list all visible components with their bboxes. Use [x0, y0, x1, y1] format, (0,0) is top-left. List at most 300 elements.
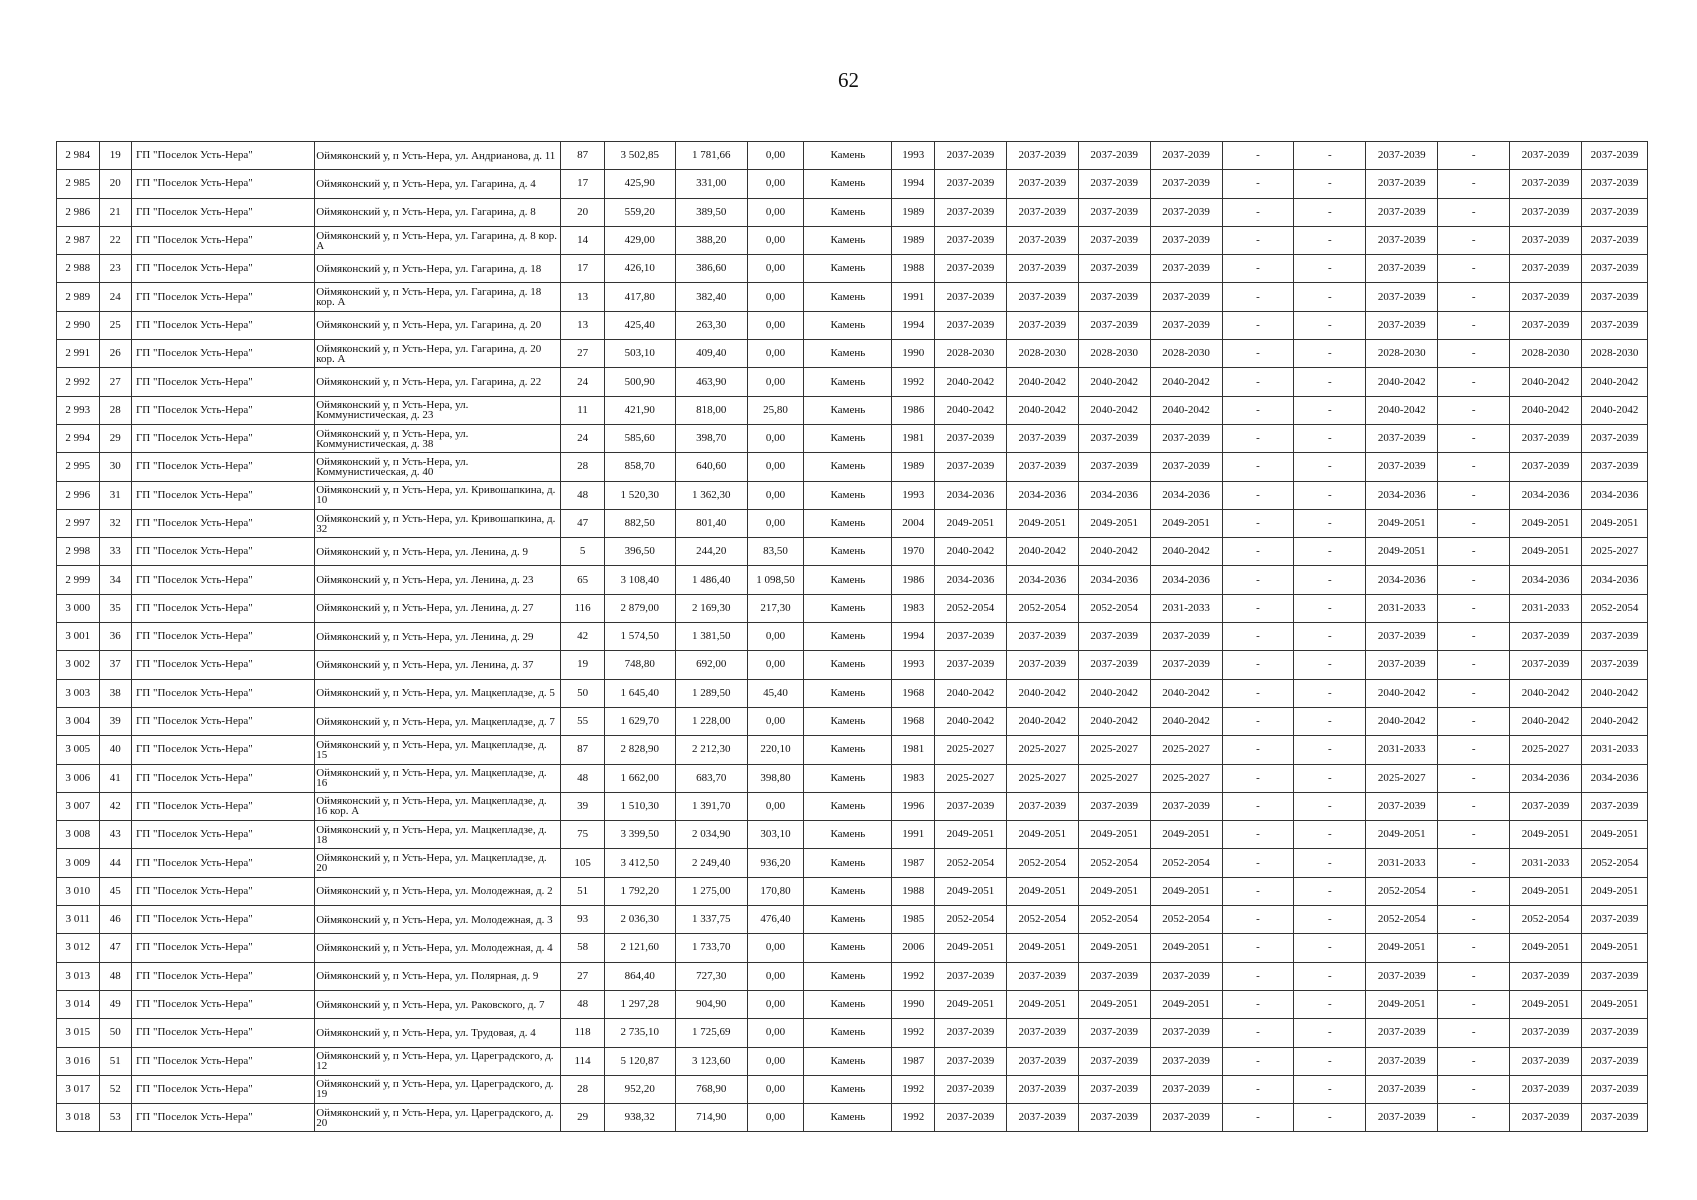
- cell-repair-period: 2037-2039: [1078, 424, 1150, 452]
- cell-municipality: ГП "Поселок Усть-Нера": [131, 849, 314, 877]
- cell-repair-period: -: [1294, 396, 1366, 424]
- cell-repair-period: 2052-2054: [934, 849, 1006, 877]
- cell-repair-period: 2037-2039: [1510, 198, 1582, 226]
- cell-nonresidential-area: 0,00: [747, 962, 804, 990]
- cell-total-area: 3 412,50: [604, 849, 675, 877]
- cell-repair-period: 2037-2039: [1366, 1047, 1438, 1075]
- cell-repair-period: -: [1222, 792, 1294, 820]
- cell-residents: 50: [561, 679, 605, 707]
- cell-year-built: 1989: [892, 198, 935, 226]
- cell-living-area: 904,90: [675, 990, 747, 1018]
- cell-year-built: 1981: [892, 424, 935, 452]
- cell-repair-period: 2040-2042: [1150, 679, 1222, 707]
- cell-municipality: ГП "Поселок Усть-Нера": [131, 764, 314, 792]
- cell-repair-period: -: [1222, 283, 1294, 311]
- cell-repair-period: 2034-2036: [1150, 481, 1222, 509]
- cell-repair-period: 2037-2039: [1078, 255, 1150, 283]
- cell-record-number: 2 996: [57, 481, 100, 509]
- cell-repair-period: 2049-2051: [1581, 509, 1647, 537]
- table-row: [57, 481, 1648, 509]
- cell-repair-period: -: [1438, 396, 1510, 424]
- cell-repair-period: -: [1222, 934, 1294, 962]
- cell-address: Оймяконский у, п Усть-Нера, ул. Мацкепладзе, д. 16: [315, 764, 561, 792]
- cell-residents: 13: [561, 311, 605, 339]
- cell-total-area: 426,10: [604, 255, 675, 283]
- cell-residents: 87: [561, 142, 605, 170]
- cell-repair-period: 2037-2039: [934, 170, 1006, 198]
- cell-year-built: 1970: [892, 538, 935, 566]
- cell-repair-period: -: [1294, 255, 1366, 283]
- cell-residents: 87: [561, 736, 605, 764]
- cell-repair-period: 2037-2039: [1150, 792, 1222, 820]
- cell-repair-period: 2037-2039: [1510, 424, 1582, 452]
- cell-repair-period: 2025-2027: [1078, 764, 1150, 792]
- cell-repair-period: 2040-2042: [1510, 396, 1582, 424]
- cell-nonresidential-area: 0,00: [747, 170, 804, 198]
- cell-repair-period: 2037-2039: [934, 142, 1006, 170]
- table-row: [57, 594, 1648, 622]
- cell-address: Оймяконский у, п Усть-Нера, ул. Цареградского, д. 19: [315, 1075, 561, 1103]
- cell-wall-material: Камень: [804, 849, 892, 877]
- cell-address: Оймяконский у, п Усть-Нера, ул. Коммунистическая, д. 23: [315, 396, 561, 424]
- cell-repair-period: -: [1438, 1047, 1510, 1075]
- cell-nonresidential-area: 0,00: [747, 1047, 804, 1075]
- cell-total-area: 952,20: [604, 1075, 675, 1103]
- cell-repair-period: -: [1438, 368, 1510, 396]
- cell-row-number: 47: [99, 934, 131, 962]
- cell-municipality: ГП "Поселок Усть-Нера": [131, 566, 314, 594]
- cell-row-number: 46: [99, 906, 131, 934]
- cell-nonresidential-area: 303,10: [747, 821, 804, 849]
- cell-wall-material: Камень: [804, 679, 892, 707]
- cell-living-area: 1 733,70: [675, 934, 747, 962]
- cell-repair-period: 2028-2030: [1150, 340, 1222, 368]
- cell-row-number: 26: [99, 340, 131, 368]
- cell-repair-period: 2040-2042: [1510, 679, 1582, 707]
- cell-repair-period: 2025-2027: [1581, 538, 1647, 566]
- cell-repair-period: -: [1294, 340, 1366, 368]
- table-row: [57, 623, 1648, 651]
- cell-nonresidential-area: 0,00: [747, 255, 804, 283]
- cell-repair-period: -: [1294, 877, 1366, 905]
- cell-repair-period: -: [1294, 821, 1366, 849]
- cell-repair-period: 2037-2039: [1510, 283, 1582, 311]
- cell-living-area: 244,20: [675, 538, 747, 566]
- cell-nonresidential-area: 0,00: [747, 651, 804, 679]
- cell-repair-period: 2040-2042: [1006, 707, 1078, 735]
- cell-record-number: 3 008: [57, 821, 100, 849]
- cell-nonresidential-area: 0,00: [747, 424, 804, 452]
- cell-living-area: 389,50: [675, 198, 747, 226]
- cell-repair-period: 2037-2039: [1150, 1047, 1222, 1075]
- cell-row-number: 33: [99, 538, 131, 566]
- cell-address: Оймяконский у, п Усть-Нера, ул. Трудовая, д. 4: [315, 1019, 561, 1047]
- cell-repair-period: -: [1294, 764, 1366, 792]
- cell-repair-period: 2040-2042: [1581, 396, 1647, 424]
- cell-living-area: 692,00: [675, 651, 747, 679]
- cell-repair-period: 2037-2039: [1006, 142, 1078, 170]
- cell-repair-period: 2049-2051: [1510, 877, 1582, 905]
- cell-repair-period: -: [1222, 340, 1294, 368]
- cell-wall-material: Камень: [804, 226, 892, 254]
- cell-repair-period: 2037-2039: [934, 623, 1006, 651]
- cell-repair-period: 2037-2039: [1006, 424, 1078, 452]
- cell-repair-period: 2025-2027: [1510, 736, 1582, 764]
- table-row: [57, 651, 1648, 679]
- cell-repair-period: 2037-2039: [1581, 170, 1647, 198]
- cell-repair-period: 2037-2039: [1510, 311, 1582, 339]
- cell-row-number: 40: [99, 736, 131, 764]
- cell-residents: 58: [561, 934, 605, 962]
- cell-repair-period: 2037-2039: [1510, 453, 1582, 481]
- cell-municipality: ГП "Поселок Усть-Нера": [131, 424, 314, 452]
- cell-record-number: 3 010: [57, 877, 100, 905]
- cell-repair-period: 2037-2039: [1006, 1075, 1078, 1103]
- cell-repair-period: 2049-2051: [934, 821, 1006, 849]
- cell-total-area: 429,00: [604, 226, 675, 254]
- cell-living-area: 1 381,50: [675, 623, 747, 651]
- cell-total-area: 2 121,60: [604, 934, 675, 962]
- cell-address: Оймяконский у, п Усть-Нера, ул. Молодежная, д. 3: [315, 906, 561, 934]
- cell-repair-period: -: [1438, 453, 1510, 481]
- table-row: [57, 906, 1648, 934]
- cell-repair-period: 2034-2036: [1006, 566, 1078, 594]
- cell-total-area: 421,90: [604, 396, 675, 424]
- cell-repair-period: 2040-2042: [1078, 368, 1150, 396]
- cell-repair-period: 2034-2036: [1006, 481, 1078, 509]
- cell-repair-period: 2025-2027: [934, 736, 1006, 764]
- cell-repair-period: 2049-2051: [1510, 509, 1582, 537]
- cell-municipality: ГП "Поселок Усть-Нера": [131, 396, 314, 424]
- cell-repair-period: 2037-2039: [934, 453, 1006, 481]
- cell-living-area: 714,90: [675, 1104, 747, 1132]
- cell-repair-period: 2049-2051: [1581, 990, 1647, 1018]
- cell-repair-period: -: [1222, 990, 1294, 1018]
- cell-wall-material: Камень: [804, 566, 892, 594]
- cell-record-number: 3 007: [57, 792, 100, 820]
- cell-repair-period: 2034-2036: [1510, 764, 1582, 792]
- table-row: [57, 679, 1648, 707]
- cell-nonresidential-area: 0,00: [747, 934, 804, 962]
- cell-address: Оймяконский у, п Усть-Нера, ул. Ленина, д. 9: [315, 538, 561, 566]
- cell-repair-period: 2040-2042: [1006, 368, 1078, 396]
- cell-repair-period: 2040-2042: [934, 538, 1006, 566]
- cell-repair-period: -: [1222, 1075, 1294, 1103]
- cell-repair-period: 2037-2039: [1150, 255, 1222, 283]
- cell-repair-period: 2037-2039: [1150, 170, 1222, 198]
- cell-year-built: 1968: [892, 679, 935, 707]
- cell-repair-period: -: [1222, 424, 1294, 452]
- cell-repair-period: 2034-2036: [934, 481, 1006, 509]
- cell-address: Оймяконский у, п Усть-Нера, ул. Мацкепладзе, д. 16 кор. А: [315, 792, 561, 820]
- cell-nonresidential-area: 217,30: [747, 594, 804, 622]
- cell-repair-period: 2028-2030: [1510, 340, 1582, 368]
- cell-repair-period: 2040-2042: [934, 707, 1006, 735]
- cell-municipality: ГП "Поселок Усть-Нера": [131, 707, 314, 735]
- cell-record-number: 3 005: [57, 736, 100, 764]
- table-row: [57, 566, 1648, 594]
- cell-repair-period: 2049-2051: [1150, 509, 1222, 537]
- cell-repair-period: -: [1438, 226, 1510, 254]
- cell-repair-period: -: [1294, 1075, 1366, 1103]
- table-row: [57, 1075, 1648, 1103]
- cell-living-area: 409,40: [675, 340, 747, 368]
- cell-year-built: 1993: [892, 651, 935, 679]
- cell-repair-period: -: [1222, 170, 1294, 198]
- cell-repair-period: -: [1438, 170, 1510, 198]
- cell-repair-period: -: [1438, 340, 1510, 368]
- cell-repair-period: 2049-2051: [1366, 934, 1438, 962]
- cell-total-area: 2 828,90: [604, 736, 675, 764]
- cell-repair-period: -: [1294, 1047, 1366, 1075]
- cell-municipality: ГП "Поселок Усть-Нера": [131, 198, 314, 226]
- cell-municipality: ГП "Поселок Усть-Нера": [131, 792, 314, 820]
- cell-address: Оймяконский у, п Усть-Нера, ул. Кривошапкина, д. 10: [315, 481, 561, 509]
- cell-repair-period: 2037-2039: [1078, 198, 1150, 226]
- cell-total-area: 938,32: [604, 1104, 675, 1132]
- cell-year-built: 1989: [892, 453, 935, 481]
- table-row: [57, 509, 1648, 537]
- cell-repair-period: 2034-2036: [1510, 566, 1582, 594]
- cell-repair-period: -: [1438, 792, 1510, 820]
- cell-address: Оймяконский у, п Усть-Нера, ул. Ленина, д. 29: [315, 623, 561, 651]
- cell-record-number: 2 997: [57, 509, 100, 537]
- housing-registry-table: [56, 141, 1648, 1132]
- cell-year-built: 1981: [892, 736, 935, 764]
- cell-address: Оймяконский у, п Усть-Нера, ул. Ленина, д. 23: [315, 566, 561, 594]
- cell-year-built: 1986: [892, 566, 935, 594]
- cell-repair-period: -: [1294, 424, 1366, 452]
- cell-repair-period: 2037-2039: [1150, 198, 1222, 226]
- cell-address: Оймяконский у, п Усть-Нера, ул. Кривошапкина, д. 32: [315, 509, 561, 537]
- cell-repair-period: 2040-2042: [1150, 538, 1222, 566]
- cell-repair-period: -: [1294, 509, 1366, 537]
- cell-row-number: 49: [99, 990, 131, 1018]
- cell-wall-material: Камень: [804, 792, 892, 820]
- cell-repair-period: 2037-2039: [1510, 1104, 1582, 1132]
- cell-repair-period: -: [1294, 453, 1366, 481]
- cell-wall-material: Камень: [804, 707, 892, 735]
- cell-repair-period: 2037-2039: [1078, 170, 1150, 198]
- table-row: [57, 1104, 1648, 1132]
- cell-record-number: 3 015: [57, 1019, 100, 1047]
- cell-total-area: 1 297,28: [604, 990, 675, 1018]
- cell-repair-period: -: [1438, 311, 1510, 339]
- cell-repair-period: 2037-2039: [1510, 1047, 1582, 1075]
- cell-repair-period: 2049-2051: [934, 990, 1006, 1018]
- cell-repair-period: 2037-2039: [934, 311, 1006, 339]
- cell-repair-period: 2025-2027: [1150, 736, 1222, 764]
- table-row: [57, 538, 1648, 566]
- cell-year-built: 1992: [892, 1075, 935, 1103]
- cell-nonresidential-area: 0,00: [747, 1019, 804, 1047]
- cell-wall-material: Камень: [804, 736, 892, 764]
- cell-repair-period: 2040-2042: [1150, 396, 1222, 424]
- cell-living-area: 398,70: [675, 424, 747, 452]
- cell-repair-period: 2049-2051: [934, 934, 1006, 962]
- cell-living-area: 1 337,75: [675, 906, 747, 934]
- cell-municipality: ГП "Поселок Усть-Нера": [131, 368, 314, 396]
- cell-repair-period: -: [1222, 764, 1294, 792]
- cell-wall-material: Камень: [804, 453, 892, 481]
- cell-repair-period: 2037-2039: [1150, 283, 1222, 311]
- cell-row-number: 31: [99, 481, 131, 509]
- cell-living-area: 1 391,70: [675, 792, 747, 820]
- cell-row-number: 21: [99, 198, 131, 226]
- cell-repair-period: 2037-2039: [1581, 792, 1647, 820]
- cell-year-built: 1985: [892, 906, 935, 934]
- cell-repair-period: 2031-2033: [1510, 594, 1582, 622]
- cell-wall-material: Камень: [804, 340, 892, 368]
- cell-year-built: 1988: [892, 877, 935, 905]
- cell-total-area: 1 792,20: [604, 877, 675, 905]
- cell-repair-period: 2037-2039: [1150, 424, 1222, 452]
- cell-row-number: 23: [99, 255, 131, 283]
- cell-repair-period: -: [1294, 1019, 1366, 1047]
- cell-address: Оймяконский у, п Усть-Нера, ул. Гагарина, д. 8 кор. А: [315, 226, 561, 254]
- cell-repair-period: -: [1294, 142, 1366, 170]
- cell-repair-period: 2049-2051: [1581, 934, 1647, 962]
- cell-repair-period: 2037-2039: [1581, 198, 1647, 226]
- cell-repair-period: -: [1222, 368, 1294, 396]
- cell-repair-period: -: [1438, 198, 1510, 226]
- cell-wall-material: Камень: [804, 170, 892, 198]
- cell-repair-period: 2037-2039: [1006, 255, 1078, 283]
- cell-record-number: 3 000: [57, 594, 100, 622]
- cell-repair-period: -: [1438, 849, 1510, 877]
- cell-wall-material: Камень: [804, 1075, 892, 1103]
- cell-repair-period: 2028-2030: [1581, 340, 1647, 368]
- cell-repair-period: 2037-2039: [1510, 1019, 1582, 1047]
- cell-municipality: ГП "Поселок Усть-Нера": [131, 1104, 314, 1132]
- cell-total-area: 858,70: [604, 453, 675, 481]
- cell-repair-period: 2049-2051: [1150, 990, 1222, 1018]
- cell-repair-period: 2037-2039: [1150, 1019, 1222, 1047]
- cell-nonresidential-area: 0,00: [747, 1104, 804, 1132]
- cell-repair-period: 2037-2039: [1078, 1075, 1150, 1103]
- cell-residents: 27: [561, 340, 605, 368]
- cell-repair-period: -: [1438, 736, 1510, 764]
- cell-nonresidential-area: 0,00: [747, 509, 804, 537]
- cell-address: Оймяконский у, п Усть-Нера, ул. Мацкепладзе, д. 18: [315, 821, 561, 849]
- cell-repair-period: 2049-2051: [1078, 934, 1150, 962]
- cell-repair-period: 2037-2039: [1366, 453, 1438, 481]
- cell-nonresidential-area: 0,00: [747, 311, 804, 339]
- cell-repair-period: -: [1294, 481, 1366, 509]
- cell-row-number: 37: [99, 651, 131, 679]
- cell-nonresidential-area: 1 098,50: [747, 566, 804, 594]
- cell-municipality: ГП "Поселок Усть-Нера": [131, 1019, 314, 1047]
- cell-year-built: 1992: [892, 1019, 935, 1047]
- cell-repair-period: 2037-2039: [934, 792, 1006, 820]
- cell-repair-period: 2049-2051: [1078, 877, 1150, 905]
- cell-residents: 114: [561, 1047, 605, 1075]
- cell-repair-period: -: [1222, 623, 1294, 651]
- table-row: [57, 396, 1648, 424]
- cell-year-built: 2004: [892, 509, 935, 537]
- cell-repair-period: 2037-2039: [934, 198, 1006, 226]
- cell-repair-period: 2037-2039: [1581, 424, 1647, 452]
- cell-wall-material: Камень: [804, 509, 892, 537]
- cell-record-number: 3 017: [57, 1075, 100, 1103]
- cell-repair-period: -: [1294, 1104, 1366, 1132]
- cell-living-area: 2 034,90: [675, 821, 747, 849]
- cell-living-area: 388,20: [675, 226, 747, 254]
- cell-repair-period: 2037-2039: [1078, 311, 1150, 339]
- cell-municipality: ГП "Поселок Усть-Нера": [131, 509, 314, 537]
- cell-repair-period: 2052-2054: [1078, 594, 1150, 622]
- cell-repair-period: 2037-2039: [1366, 311, 1438, 339]
- cell-repair-period: 2049-2051: [1366, 821, 1438, 849]
- cell-municipality: ГП "Поселок Усть-Нера": [131, 594, 314, 622]
- cell-living-area: 768,90: [675, 1075, 747, 1103]
- cell-repair-period: 2052-2054: [1581, 594, 1647, 622]
- cell-repair-period: 2037-2039: [1078, 1047, 1150, 1075]
- cell-year-built: 1992: [892, 962, 935, 990]
- cell-residents: 27: [561, 962, 605, 990]
- cell-total-area: 3 502,85: [604, 142, 675, 170]
- cell-repair-period: 2034-2036: [1581, 481, 1647, 509]
- cell-repair-period: 2037-2039: [1366, 424, 1438, 452]
- cell-nonresidential-area: 83,50: [747, 538, 804, 566]
- cell-residents: 24: [561, 424, 605, 452]
- cell-repair-period: -: [1222, 566, 1294, 594]
- cell-municipality: ГП "Поселок Усть-Нера": [131, 142, 314, 170]
- cell-repair-period: 2037-2039: [1078, 623, 1150, 651]
- cell-municipality: ГП "Поселок Усть-Нера": [131, 1075, 314, 1103]
- cell-repair-period: -: [1222, 198, 1294, 226]
- cell-residents: 20: [561, 198, 605, 226]
- cell-wall-material: Камень: [804, 368, 892, 396]
- cell-row-number: 50: [99, 1019, 131, 1047]
- cell-total-area: 2 036,30: [604, 906, 675, 934]
- cell-record-number: 2 995: [57, 453, 100, 481]
- cell-repair-period: 2037-2039: [1006, 226, 1078, 254]
- cell-repair-period: 2037-2039: [1078, 651, 1150, 679]
- cell-repair-period: -: [1294, 594, 1366, 622]
- cell-repair-period: 2040-2042: [1078, 396, 1150, 424]
- cell-repair-period: -: [1438, 707, 1510, 735]
- cell-living-area: 2 212,30: [675, 736, 747, 764]
- cell-wall-material: Камень: [804, 764, 892, 792]
- cell-living-area: 1 725,69: [675, 1019, 747, 1047]
- cell-repair-period: 2049-2051: [1510, 821, 1582, 849]
- cell-repair-period: 2040-2042: [1510, 368, 1582, 396]
- cell-record-number: 3 009: [57, 849, 100, 877]
- cell-repair-period: 2037-2039: [1150, 142, 1222, 170]
- cell-municipality: ГП "Поселок Усть-Нера": [131, 481, 314, 509]
- cell-record-number: 2 986: [57, 198, 100, 226]
- cell-residents: 48: [561, 764, 605, 792]
- cell-repair-period: -: [1294, 538, 1366, 566]
- cell-row-number: 19: [99, 142, 131, 170]
- cell-repair-period: 2037-2039: [1581, 311, 1647, 339]
- cell-municipality: ГП "Поселок Усть-Нера": [131, 821, 314, 849]
- cell-repair-period: -: [1294, 962, 1366, 990]
- cell-record-number: 2 985: [57, 170, 100, 198]
- cell-repair-period: 2049-2051: [1366, 990, 1438, 1018]
- cell-repair-period: 2037-2039: [1581, 226, 1647, 254]
- cell-residents: 11: [561, 396, 605, 424]
- cell-repair-period: 2028-2030: [1006, 340, 1078, 368]
- cell-living-area: 1 275,00: [675, 877, 747, 905]
- cell-repair-period: 2034-2036: [1078, 481, 1150, 509]
- cell-repair-period: 2034-2036: [1150, 566, 1222, 594]
- cell-repair-period: 2040-2042: [1581, 707, 1647, 735]
- cell-repair-period: 2037-2039: [1510, 962, 1582, 990]
- cell-nonresidential-area: 0,00: [747, 707, 804, 735]
- cell-repair-period: -: [1438, 255, 1510, 283]
